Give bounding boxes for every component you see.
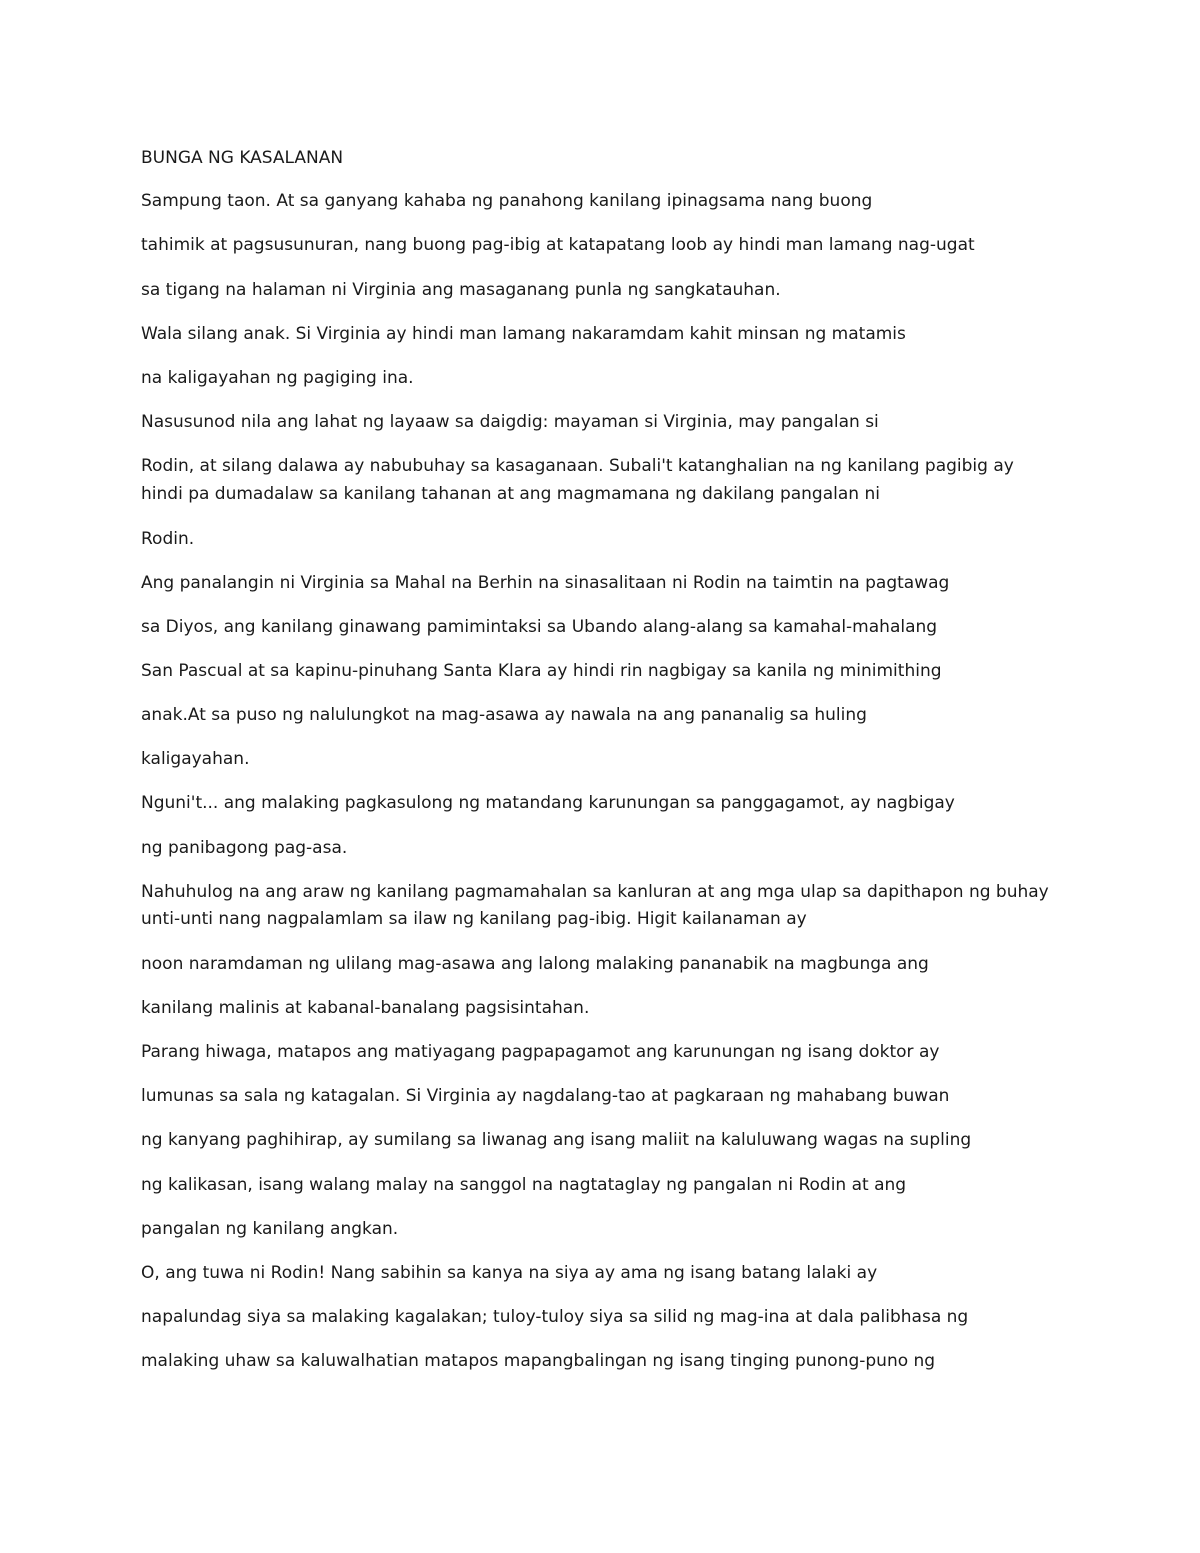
text-line: Wala silang anak. Si Virginia ay hindi man lamang nakaramdam kahit minsan ng matamis: [141, 324, 906, 344]
text-line: pangalan ng kanilang angkan.: [141, 1219, 399, 1239]
text-line: ng kalikasan, isang walang malay na sanggol na nagtataglay ng pangalan ni Rodin at ang: [141, 1175, 907, 1195]
text-line: sa tigang na halaman ni Virginia ang masaganang punla ng sangkatauhan.: [141, 280, 781, 300]
text-line: Nguni't... ang malaking pagkasulong ng matandang karunungan sa panggagamot, ay nagbigay: [141, 793, 955, 813]
text-line: napalundag siya sa malaking kagalakan; tuloy-tuloy siya sa silid ng mag-ina at dala palibhasa ng: [141, 1307, 969, 1327]
text-line: O, ang tuwa ni Rodin! Nang sabihin sa kanya na siya ay ama ng isang batang lalaki ay: [141, 1263, 878, 1283]
text-line: Rodin, at silang dalawa ay nabubuhay sa kasaganaan. Subali't katanghalian na ng kanilang pagibig ay: [141, 456, 1014, 476]
text-line: noon naramdaman ng ulilang mag-asawa ang lalong malaking pananabik na magbunga ang: [141, 954, 929, 974]
text-line: tahimik at pagsusunuran, nang buong pag-ibig at katapatang loob ay hindi man lamang nag-ugat: [141, 235, 975, 255]
text-line: Nasusunod nila ang lahat ng layaaw sa daigdig: mayaman si Virginia, may pangalan si: [141, 412, 879, 432]
text-line: Nahuhulog na ang araw ng kanilang pagmamahalan sa kanluran at ang mga ulap sa dapithapon ng buhay: [141, 882, 1049, 902]
text-line: lumunas sa sala ng katagalan. Si Virginia ay nagdalang-tao at pagkaraan ng mahabang buwan: [141, 1086, 950, 1106]
text-line: anak.At sa puso ng nalulungkot na mag-asawa ay nawala na ang pananalig sa huling: [141, 705, 867, 725]
document-title: BUNGA NG KASALANAN: [141, 148, 344, 168]
text-line: sa Diyos, ang kanilang ginawang pamimintaksi sa Ubando alang-alang sa kamahal-mahalang: [141, 617, 938, 637]
text-line: Ang panalangin ni Virginia sa Mahal na Berhin na sinasalitaan ni Rodin na taimtin na pagtawag: [141, 573, 950, 593]
text-line: unti-unti nang nagpalamlam sa ilaw ng kanilang pag-ibig. Higit kailanaman ay: [141, 909, 807, 929]
text-line: ng panibagong pag-asa.: [141, 838, 348, 858]
text-line: hindi pa dumadalaw sa kanilang tahanan at ang magmamana ng dakilang pangalan ni: [141, 484, 880, 504]
text-line: Rodin.: [141, 529, 195, 549]
text-line: Sampung taon. At sa ganyang kahaba ng panahong kanilang ipinagsama nang buong: [141, 191, 873, 211]
text-line: kaligayahan.: [141, 749, 250, 769]
text-line: kanilang malinis at kabanal-banalang pagsisintahan.: [141, 998, 590, 1018]
text-line: ng kanyang paghihirap, ay sumilang sa liwanag ang isang maliit na kaluluwang wagas na supling: [141, 1130, 972, 1150]
text-line: Parang hiwaga, matapos ang matiyagang pagpapagamot ang karunungan ng isang doktor ay: [141, 1042, 940, 1062]
text-line: San Pascual at sa kapinu-pinuhang Santa Klara ay hindi rin nagbigay sa kanila ng minimithing: [141, 661, 942, 681]
text-line: na kaligayahan ng pagiging ina.: [141, 368, 414, 388]
text-line: malaking uhaw sa kaluwalhatian matapos mapangbalingan ng isang tinging punong-puno ng: [141, 1351, 936, 1371]
